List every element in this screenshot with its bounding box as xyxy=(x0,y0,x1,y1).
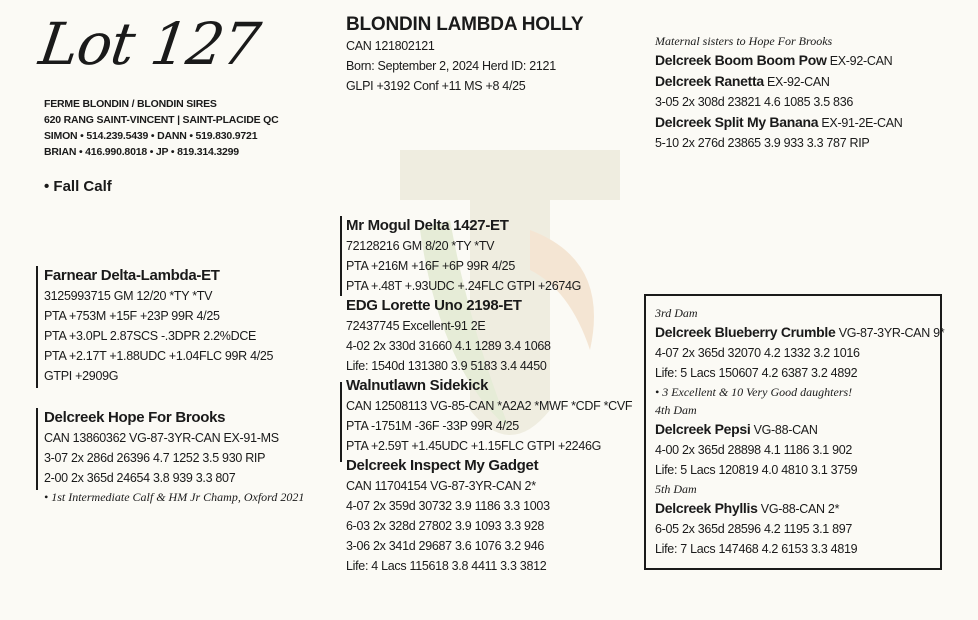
pedigree-bar xyxy=(340,382,342,462)
ped-line: CAN 12508113 VG-85-CAN *A2A2 *MWF *CDF *CVF xyxy=(346,399,633,413)
ped-line: 4-07 2x 359d 30732 3.9 1186 3.3 1003 xyxy=(346,499,550,513)
farm-phones-2: BRIAN • 416.990.8018 • JP • 819.314.3299 xyxy=(44,146,239,158)
sire-name: Farnear Delta-Lambda-ET xyxy=(44,267,220,284)
ped-line: PTA -1751M -36F -33P 99R 4/25 xyxy=(346,419,519,433)
dam5-label: 5th Dam xyxy=(655,482,697,496)
ped-line: PTA +.48T +.93UDC +.24FLC GTPI +2674G xyxy=(346,279,582,293)
sister-name: Delcreek Split My Banana xyxy=(655,114,819,130)
sisters-block xyxy=(655,32,903,153)
animal-reg: CAN 121802121 xyxy=(346,39,435,53)
dam-name: Delcreek Hope For Brooks xyxy=(44,409,226,426)
dam4-name: Delcreek Pepsi xyxy=(655,421,751,437)
ped-mgs-name: Walnutlawn Sidekick xyxy=(346,377,489,394)
dam3-class: VG-87-3YR-CAN 9* xyxy=(835,326,945,340)
dam3-label: 3rd Dam xyxy=(655,306,698,320)
dam-line: 2-00 2x 365d 24654 3.8 939 3.3 807 xyxy=(44,471,236,485)
farm-address: 620 RANG SAINT-VINCENT | SAINT-PLACIDE QC xyxy=(44,114,279,126)
dam4-class: VG-88-CAN xyxy=(750,423,818,437)
ped-line: 6-03 2x 328d 27802 3.9 1093 3.3 928 xyxy=(346,519,545,533)
sister-name: Delcreek Boom Boom Pow xyxy=(655,52,827,68)
dam3-record: 4-07 2x 365d 32070 4.2 1332 3.2 1016 xyxy=(655,346,860,360)
farm-phones-1: SIMON • 514.239.5439 • DANN • 519.830.9721 xyxy=(44,130,258,142)
ped-line: PTA +2.59T +1.45UDC +1.15FLC GTPI +2246G xyxy=(346,439,602,453)
dam3-life: Life: 5 Lacs 150607 4.2 6387 3.2 4892 xyxy=(655,366,858,380)
sister-class: EX-92-CAN xyxy=(826,54,893,68)
dam-note: • 1st Intermediate Calf & HM Jr Champ, Oxford 2021 xyxy=(44,490,305,504)
dam4-life: Life: 5 Lacs 120819 4.0 4810 3.1 3759 xyxy=(655,463,858,477)
dam-line: CAN 13860362 VG-87-3YR-CAN EX-91-MS xyxy=(44,431,279,445)
ped-line: PTA +216M +16F +6P 99R 4/25 xyxy=(346,259,515,273)
sire-block xyxy=(44,266,273,386)
sisters-heading: Maternal sisters to Hope For Brooks xyxy=(655,34,833,48)
dam5-class: VG-88-CAN 2* xyxy=(757,502,840,516)
dam-line: 3-07 2x 286d 26396 4.7 1252 3.5 930 RIP xyxy=(44,451,266,465)
dam4-label: 4th Dam xyxy=(655,403,697,417)
sister-record: 3-05 2x 308d 23821 4.6 1085 3.5 836 xyxy=(655,95,854,109)
lot-number: Lot 127 xyxy=(35,10,264,78)
sire-line: 3125993715 GM 12/20 *TY *TV xyxy=(44,289,213,303)
animal-gpli: GLPI +3192 Conf +11 MS +8 4/25 xyxy=(346,79,526,93)
ped-gd-name: Delcreek Inspect My Gadget xyxy=(346,457,539,474)
sire-line: PTA +3.0PL 2.87SCS -.3DPR 2.2%DCE xyxy=(44,329,257,343)
ped-line: Life: 4 Lacs 115618 3.8 4411 3.3 3812 xyxy=(346,559,547,573)
ped-line: 3-06 2x 341d 29687 3.6 1076 3.2 946 xyxy=(346,539,545,553)
dam4-record: 4-00 2x 365d 28898 4.1 1186 3.1 902 xyxy=(655,443,853,457)
dam5-name: Delcreek Phyllis xyxy=(655,500,758,516)
dam-block xyxy=(44,408,304,506)
ped-line: 72437745 Excellent-91 2E xyxy=(346,319,486,333)
dam5-record: 6-05 2x 365d 28596 4.2 1195 3.1 897 xyxy=(655,522,853,536)
farm-contact xyxy=(44,96,279,160)
animal-name: BLONDIN LAMBDA HOLLY xyxy=(346,14,584,35)
dam5-life: Life: 7 Lacs 147468 4.2 6153 3.3 4819 xyxy=(655,542,858,556)
category: • Fall Calf xyxy=(44,178,112,195)
sister-name: Delcreek Ranetta xyxy=(655,73,764,89)
ped-sire-name: Mr Mogul Delta 1427-ET xyxy=(346,217,509,234)
ped-line: 72128216 GM 8/20 *TY *TV xyxy=(346,239,495,253)
sister-class: EX-92-CAN xyxy=(763,75,830,89)
ped-line: CAN 11704154 VG-87-3YR-CAN 2* xyxy=(346,479,536,493)
sire-line: PTA +2.17T +1.88UDC +1.04FLC 99R 4/25 xyxy=(44,349,274,363)
ped-dam-name: EDG Lorette Uno 2198-ET xyxy=(346,297,522,314)
ped-line: 4-02 2x 330d 31660 4.1 1289 3.4 1068 xyxy=(346,339,551,353)
pedigree-bar xyxy=(340,216,342,296)
dams-content xyxy=(655,304,944,559)
animal-header xyxy=(346,14,583,96)
farm-name: FERME BLONDIN / BLONDIN SIRES xyxy=(44,98,217,110)
ped-line: Life: 1540d 131380 3.9 5183 3.4 4450 xyxy=(346,359,547,373)
pedigree-block xyxy=(346,216,632,576)
dam3-note: • 3 Excellent & 10 Very Good daughters! xyxy=(655,385,853,399)
sister-class: EX-91-2E-CAN xyxy=(818,116,903,130)
animal-born: Born: September 2, 2024 Herd ID: 2121 xyxy=(346,59,556,73)
sire-line: GTPI +2909G xyxy=(44,369,119,383)
dam-bar xyxy=(36,408,38,490)
dam3-name: Delcreek Blueberry Crumble xyxy=(655,324,836,340)
sire-line: PTA +753M +15F +23P 99R 4/25 xyxy=(44,309,220,323)
sister-record: 5-10 2x 276d 23865 3.9 933 3.3 787 RIP xyxy=(655,136,870,150)
sire-bar xyxy=(36,266,38,388)
